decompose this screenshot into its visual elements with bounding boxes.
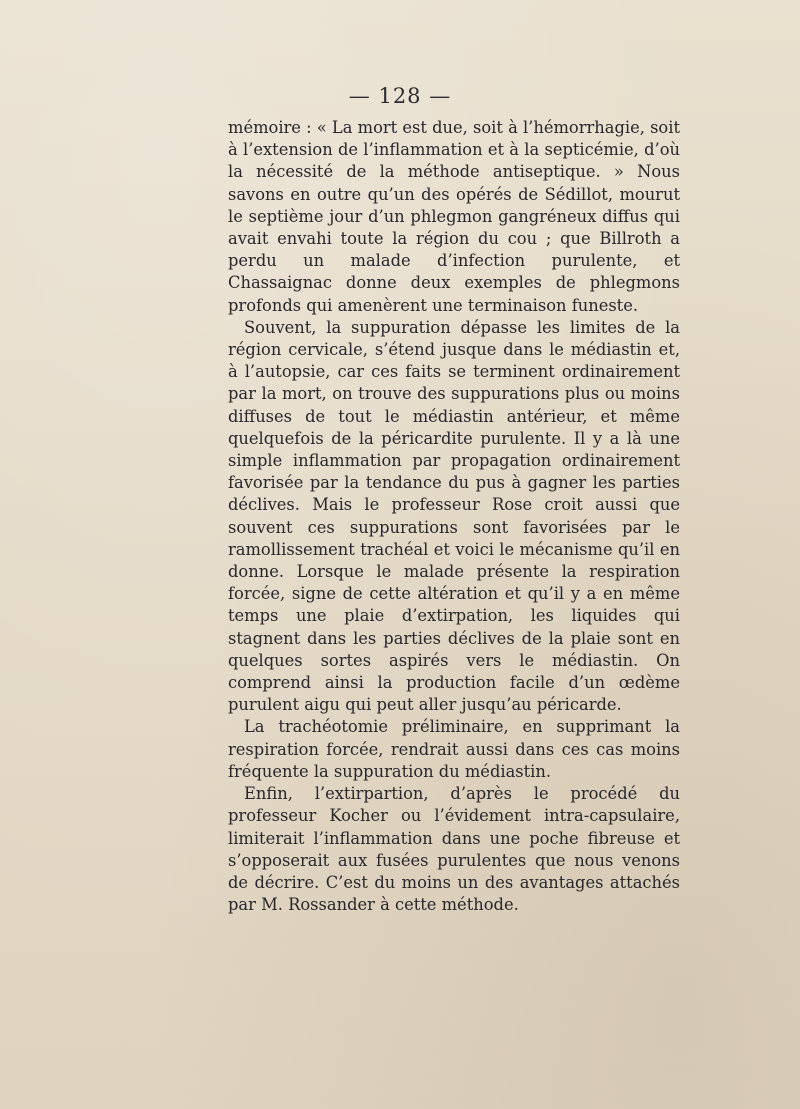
page-number: — 128 — [348, 84, 452, 108]
paragraph-tracheotomie: La trachéotomie préliminaire, en supprimant la respiration forcée, rendrait aussi dans ces cas moins fréquente la suppuration du médiastin. [228, 717, 680, 781]
paragraph-continuation: mémoire : « La mort est due, soit à l’hémorrhagie, soit à l’extension de l’inflammation et à la septicémie, d’où la nécessité de la méthode antiseptique. » Nous savons en outre qu’un des opérés de Sédillot, mourut le septième jour d’un phlegmon gangréneux diffus qui avait envahi toute la région du cou ; que Billroth a perdu un malade d’infection purulente, et Chassaignac donne deux exemples de phlegmons profonds qui amenèrent une terminaison funeste. [228, 118, 680, 315]
body-text [228, 117, 680, 916]
paragraph-extirpation: Enfin, l’extirpartion, d’après le procédé du professeur Kocher ou l’évidement intra-capsulaire, limiterait l’inflammation dans une poche fibreuse et s’opposerait aux fusées purulentes que nous venons de décrire. C’est du moins un des avantages attachés par M. Rossander à cette méthode. [228, 784, 680, 915]
paragraph-mediastin: Souvent, la suppuration dépasse les limites de la région cervicale, s’étend jusque dans le médiastin et, à l’autopsie, car ces faits se terminent ordinairement par la mort, on trouve des suppurations plus ou moins diffuses de tout le médiastin antérieur, et même quelquefois de la péricardite purulente. Il y a là une simple inflammation par propagation ordinairement favorisée par la tendance du pus à gagner les parties déclives. Mais le professeur Rose croit aussi que souvent ces suppurations sont favorisées par le ramollissement trachéal et voici le mécanisme qu’il en donne. Lorsque le malade présente la respiration forcée, signe de cette altération et qu’il y a en même temps une plaie d’extirpation, les liquides qui stagnent dans les parties déclives de la plaie sont en quelques sortes aspirés vers le médiastin. On comprend ainsi la production facile d’un œdème purulent aigu qui peut aller jusqu’au péricarde. [228, 317, 680, 715]
